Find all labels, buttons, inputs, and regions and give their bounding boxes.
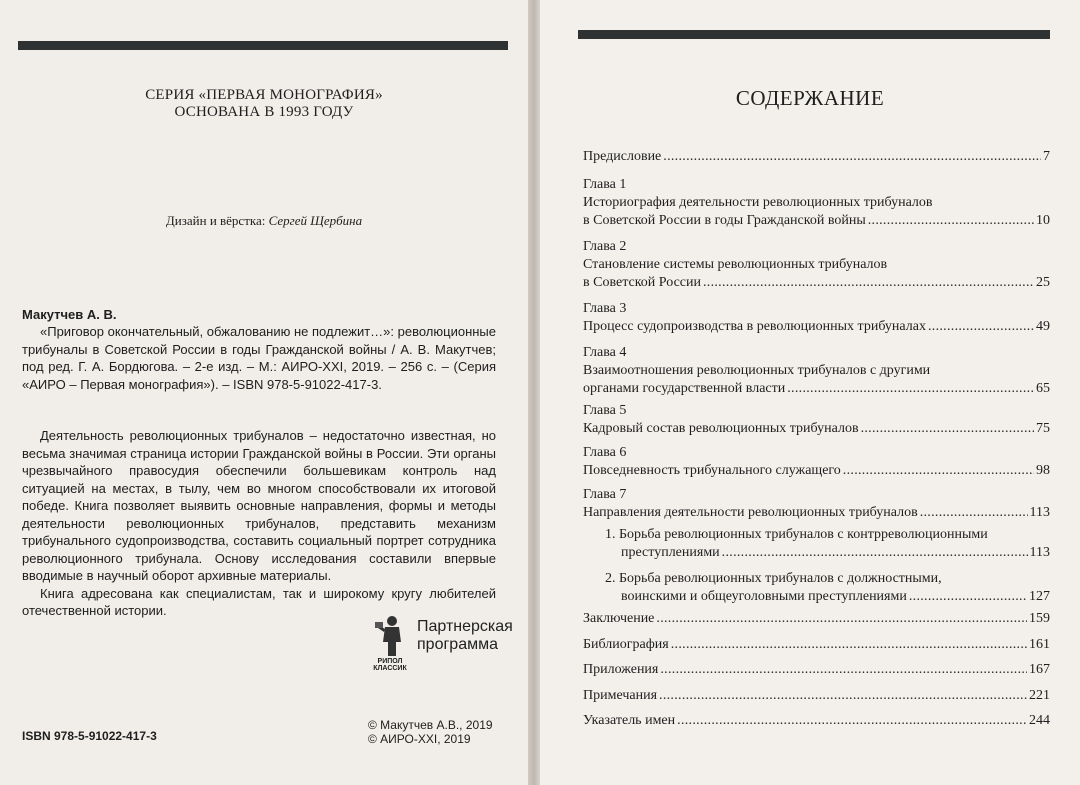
partner-line: Партнерская [417,618,513,635]
chapter-label: Глава 7 [583,487,627,502]
series-founded: ОСНОВАНА В 1993 ГОДУ [174,104,354,120]
chapter-label: Глава 4 [583,345,627,360]
toc-page: 65 [1036,381,1050,396]
annotation-paragraph: Деятельность революционных трибуналов – недостаточно известная, но весьма значимая страница истории Гражданской войны в России. Эти органы чрезвычайного правосудия обеспечили большевикам контроль над ситуацией на местах, в тылу, чем во многом способствовали их итоговой победе. Книга позволяет выявить основные направления, формы и методы деятельности революционных трибуналов, представить механизм трибунального судопроизводства, составить социальный портрет сотрудника революционного трибунала. Основу исследования составили впервые вводимые в научный оборот архивные материалы. [22,428,496,583]
toc-entry-section-1 [583,526,1050,562]
leader-dots [920,504,1028,522]
toc-page: 113 [1029,505,1050,520]
toc-title: воинскими и общеуголовными преступлениями [621,589,907,604]
toc-title: Указатель имен [583,713,676,728]
partner-program-text [417,618,513,654]
toc-entry-chapter-2 [583,238,1050,292]
leader-dots [868,212,1034,230]
toc-page: 75 [1036,421,1050,436]
toc-title: Кадровый состав революционных трибуналов [583,421,859,436]
toc-page: 49 [1036,319,1050,334]
publisher-logo: РИПОЛ КЛАССИК [373,658,407,672]
left-page [0,0,528,785]
leader-dots [663,148,1041,166]
toc-entry-conclusion [583,610,1050,628]
toc-page: 161 [1029,637,1050,652]
leader-dots [703,274,1034,292]
top-rule [18,41,508,50]
toc-title: Заключение [583,611,655,626]
toc-entry-chapter-4 [583,344,1050,398]
top-rule [578,30,1050,39]
toc-title: 2. Борьба революционных трибуналов с должностными, [605,571,942,586]
leader-dots [671,636,1027,654]
leader-dots [722,544,1028,562]
chapter-label: Глава 1 [583,177,627,192]
bib-record: «Приговор окончательный, обжалованию не подлежит…»: революционные трибуналы в Советской России в годы Гражданской войны / А. В. Макутчев; под ред. Г. А. Бордюгова. – 2-е изд. – М.: АИРО-XXI, 2019. – 256 с. – (Серия «АИРО – Первая монография»). – ISBN 978-5-91022-417-3. [22,324,496,392]
toc-page: 113 [1029,545,1050,560]
toc-entry-index [583,712,1050,730]
toc-page: 98 [1036,463,1050,478]
toc-entry-section-2 [583,570,1050,606]
series-title: СЕРИЯ «ПЕРВАЯ МОНОГРАФИЯ» [145,87,383,103]
leader-dots [660,661,1027,679]
design-name: Сергей Щербина [268,213,363,228]
toc-title: органами государственной власти [583,381,786,396]
toc-entry-chapter-7 [583,486,1050,522]
toc-title: Процесс судопроизводства в революционных трибуналах [583,319,926,334]
toc-title: Приложения [583,662,659,677]
toc-title: преступлениями [621,545,720,560]
copyright-author: © Макутчев А.В., 2019 [368,718,493,732]
toc-entry-chapter-3 [583,300,1050,336]
bib-author: Макутчев А. В. [22,307,117,322]
toc-page: 221 [1029,688,1050,703]
toc-title: Направления деятельности революционных трибуналов [583,505,918,520]
leader-dots [928,318,1034,336]
toc-title: Историография деятельности революционных трибуналов [583,195,933,210]
leader-dots [659,687,1027,705]
toc-page: 10 [1036,213,1050,228]
toc-page: 127 [1029,589,1050,604]
toc-entry-chapter-5 [583,402,1050,438]
chapter-label: Глава 2 [583,239,627,254]
toc-title: Примечания [583,688,658,703]
toc-title: Предисловие [583,149,662,164]
toc-entry-chapter-6 [583,444,1050,480]
leader-dots [843,462,1034,480]
contents-title: СОДЕРЖАНИЕ [735,86,885,110]
toc-title: Библиография [583,637,669,652]
toc-title: 1. Борьба революционных трибуналов с контрреволюционными [605,527,988,542]
chapter-label: Глава 3 [583,301,627,316]
reader-figure-icon [372,614,412,658]
toc-entry-appendices [583,661,1050,679]
partner-program-logo [372,614,512,672]
toc-title: Становление системы революционных трибуналов [583,257,888,272]
toc-title: Повседневность трибунального служащего [583,463,841,478]
annotation [22,427,496,620]
isbn: ISBN 978-5-91022-417-3 [22,729,157,743]
toc-page: 244 [1029,713,1050,728]
leader-dots [909,588,1027,606]
leader-dots [677,712,1027,730]
toc-page: 7 [1043,149,1050,164]
partner-line: программа [417,636,498,653]
toc-page: 25 [1036,275,1050,290]
leader-dots [861,420,1034,438]
toc-entry-chapter-1 [583,176,1050,230]
toc-entry-preface [583,148,1050,166]
toc-title: Взаимоотношения революционных трибуналов с другими [583,363,931,378]
toc-title: в Советской России в годы Гражданской войны [583,213,866,228]
toc-entry-bibliography [583,636,1050,654]
leader-dots [787,380,1034,398]
chapter-label: Глава 6 [583,445,627,460]
copyright-publisher: © АИРО-XXI, 2019 [368,732,471,746]
leader-dots [656,610,1027,628]
design-label: Дизайн и вёрстка: [165,213,266,228]
annotation-paragraph: Книга адресована как специалистам, так и широкому кругу любителей отечественной истории. [22,585,496,618]
toc-title: в Советской России [583,275,701,290]
book-gutter [528,0,540,785]
chapter-label: Глава 5 [583,403,627,418]
toc-page: 167 [1029,662,1050,677]
toc-page: 159 [1029,611,1050,626]
design-credit [0,213,528,229]
toc-entry-notes [583,687,1050,705]
